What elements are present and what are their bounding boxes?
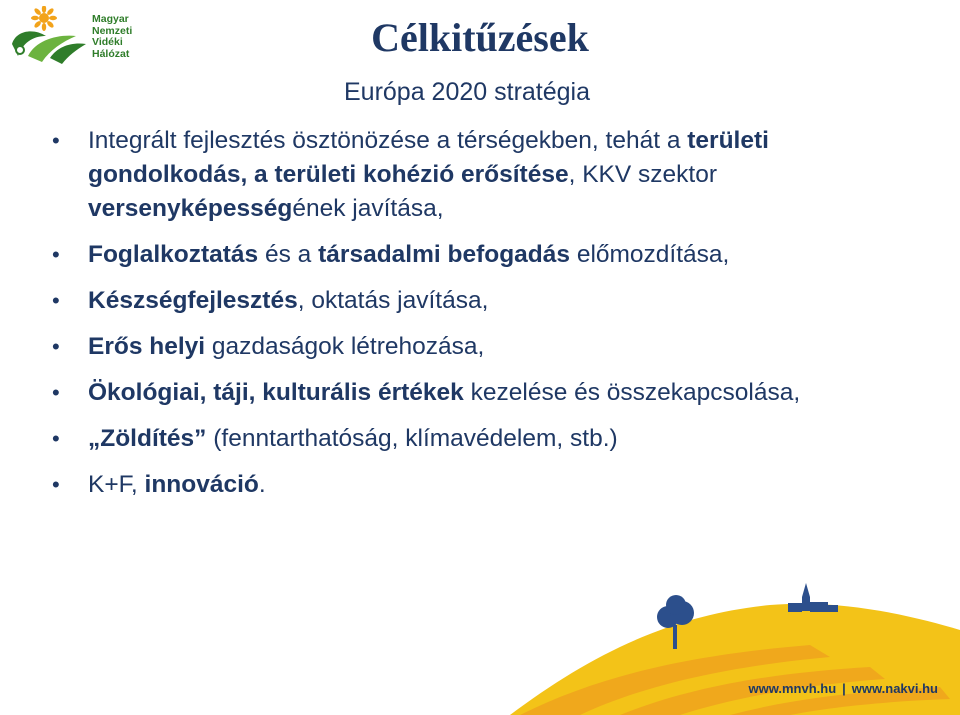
mnvh-link[interactable]: www.mnvh.hu — [748, 681, 837, 696]
bullet-text-bold: területi gondolkodás, a területi kohézió erősítése — [88, 127, 769, 188]
bullet-text-bold: innováció — [144, 471, 259, 498]
bullet-item — [50, 468, 930, 502]
bullet-text: gazdaságok létrehozása, — [205, 333, 485, 360]
bullet-text-bold: „Zöldítés” — [88, 425, 207, 452]
logo-line: Magyar — [92, 13, 129, 25]
slide-subtitle: Európa 2020 stratégia — [344, 78, 591, 106]
bullet-dot-icon: • — [52, 472, 60, 497]
logo-line: Nemzeti — [92, 24, 133, 37]
bullet-list — [50, 124, 930, 514]
bullet-text: . — [258, 471, 266, 498]
bullet-text: (fenntarthatóság, klímavédelem, stb.) — [206, 425, 618, 452]
bullet-item — [50, 284, 930, 318]
bullet-dot-icon: • — [52, 334, 60, 359]
bullet-dot-icon: • — [52, 128, 60, 153]
bullet-text: és a — [258, 241, 319, 268]
bullet-text: , oktatás javítása, — [297, 287, 489, 314]
bullet-item — [50, 238, 930, 272]
footer-links — [749, 681, 938, 696]
bullet-item — [50, 422, 930, 456]
bullet-text: kezelése és összekapcsolása, — [463, 379, 801, 406]
bullet-item — [50, 330, 930, 364]
bullet-text-bold: Foglalkoztatás — [88, 241, 259, 268]
bullet-text-bold: Ökológiai, táji, kulturális értékek — [88, 379, 464, 406]
bullet-text: előmozdítása, — [570, 241, 730, 268]
bullet-text: K+F, — [88, 471, 145, 498]
bullet-text-bold: Készségfejlesztés — [88, 287, 298, 314]
bullet-text-bold: társadalmi befogadás — [318, 241, 571, 268]
bullet-dot-icon: • — [52, 426, 60, 451]
bullet-item — [50, 376, 930, 410]
nakvi-link[interactable]: www.nakvi.hu — [851, 681, 938, 696]
bullet-dot-icon: • — [52, 242, 60, 267]
bullet-text-bold: Erős helyi — [88, 333, 206, 360]
bullet-dot-icon: • — [52, 380, 60, 405]
logo-line: Vidéki — [92, 36, 123, 48]
slide-title: Célkitűzések — [371, 15, 589, 60]
link-separator: | — [842, 681, 846, 696]
bullet-dot-icon: • — [52, 288, 60, 313]
bullet-text-bold: versenyképesség — [88, 195, 293, 222]
bullet-text: ének javítása, — [292, 195, 444, 222]
bullet-text: Integrált fejlesztés ösztönözése a térségekben, tehát a — [88, 127, 688, 154]
bullet-text: , KKV szektor — [568, 161, 718, 188]
logo-line: Hálózat — [92, 47, 130, 60]
bullet-item — [50, 124, 930, 226]
church-icon — [788, 583, 838, 612]
